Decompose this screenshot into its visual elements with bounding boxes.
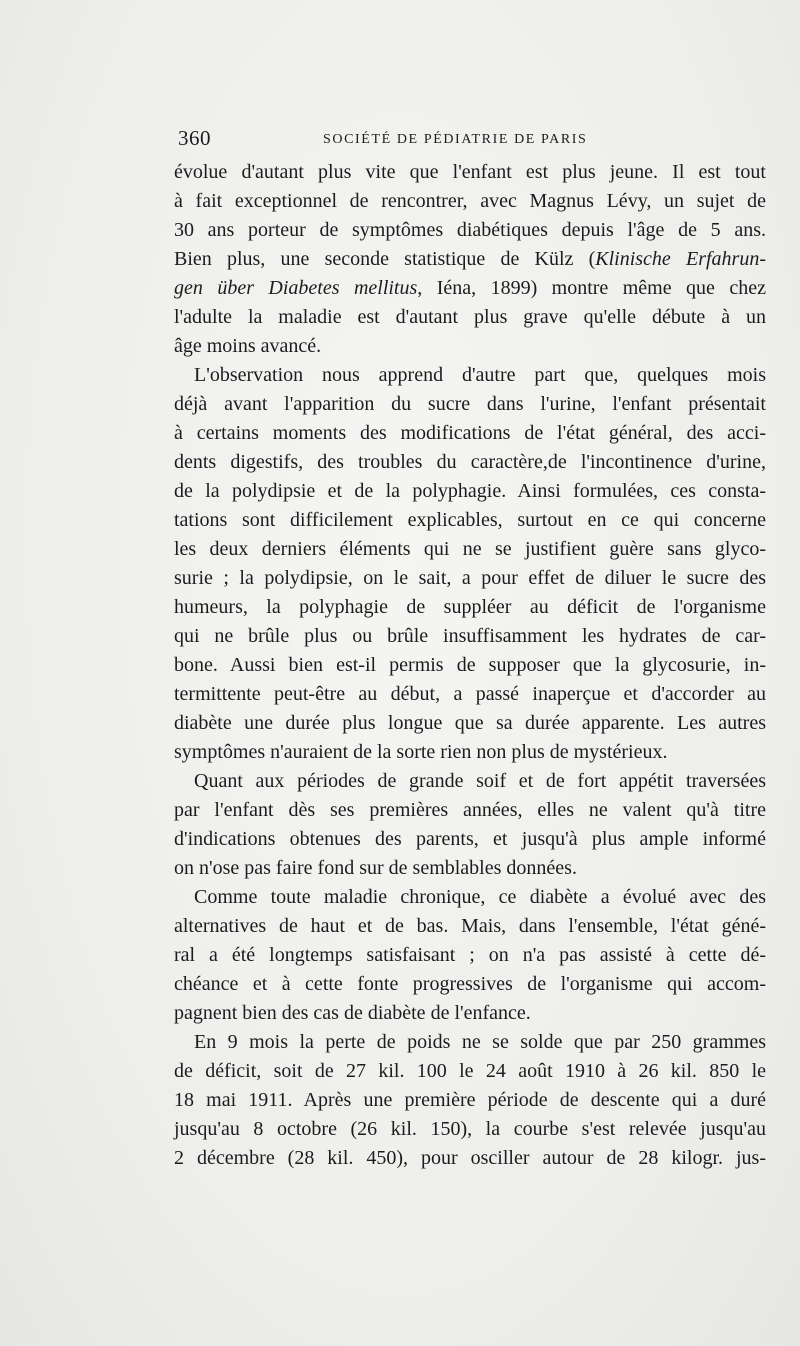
page-header [178, 126, 768, 150]
text-line [174, 245, 766, 274]
text-line: d'indications obtenues des parents, et jusqu'à plus ample informé [174, 828, 766, 850]
running-title: SOCIÉTÉ DE PÉDIATRIE DE PARIS [323, 132, 588, 147]
paragraph [174, 767, 766, 883]
text-line: on n'ose pas faire fond sur de semblables données. [174, 857, 577, 879]
text-line: surie ; la polydipsie, on le sait, a pour effet de diluer le sucre des [174, 567, 766, 589]
text-line: pagnent bien des cas de diabète de l'enfance. [174, 1002, 531, 1024]
text-line: jusqu'au 8 octobre (26 kil. 150), la courbe s'est relevée jusqu'au [174, 1118, 766, 1140]
text-line: déjà avant l'apparition du sucre dans l'urine, l'enfant présentait [174, 393, 766, 415]
text-line: termittente peut-être au début, a passé inaperçue et d'accorder au [174, 683, 766, 705]
text-line: dents digestifs, des troubles du caractère,de l'incontinence d'urine, [174, 451, 766, 473]
text-line: diabète une durée plus longue que sa durée apparente. Les autres [174, 712, 766, 734]
text-line: âge moins avancé. [174, 335, 322, 357]
text-line [174, 274, 766, 303]
text-run: Bien plus, une seconde statistique de Külz ( [174, 248, 596, 270]
text-line: à certains moments des modifications de l'état général, des acci- [174, 422, 766, 444]
italic-title: Klinische Erfahrun- [595, 248, 767, 270]
text-line: alternatives de haut et de bas. Mais, dans l'ensemble, l'état géné- [174, 915, 766, 937]
text-line: En 9 mois la perte de poids ne se solde que par 250 grammes [194, 1031, 766, 1053]
italic-title: gen über Diabetes mellitus [174, 277, 418, 299]
text-line: 18 mai 1911. Après une première période de descente qui a duré [174, 1089, 766, 1111]
text-line: 30 ans porteur de symptômes diabétiques depuis l'âge de 5 ans. [174, 219, 766, 241]
text-line: symptômes n'auraient de la sorte rien non plus de mystérieux. [174, 741, 668, 763]
text-line: l'adulte la maladie est d'autant plus grave qu'elle débute à un [174, 306, 766, 328]
text-line: par l'enfant dès ses premières années, elles ne valent qu'à titre [174, 799, 766, 821]
text-line: les deux derniers éléments qui ne se justifient guère sans glyco- [174, 538, 766, 560]
text-run: , Iéna, 1899) montre même que chez [417, 277, 766, 299]
paragraph [174, 158, 766, 361]
paragraph [174, 361, 766, 767]
text-line: Comme toute maladie chronique, ce diabète a évolué avec des [194, 886, 766, 908]
text-line: qui ne brûle plus ou brûle insuffisamment les hydrates de car- [174, 625, 766, 647]
text-line: L'observation nous apprend d'autre part que, quelques mois [194, 364, 766, 386]
paragraph [174, 1028, 766, 1173]
text-line: à fait exceptionnel de rencontrer, avec Magnus Lévy, un sujet de [174, 190, 766, 212]
text-line: de déficit, soit de 27 kil. 100 le 24 août 1910 à 26 kil. 850 le [174, 1060, 766, 1082]
text-line: évolue d'autant plus vite que l'enfant est plus jeune. Il est tout [174, 161, 766, 183]
page-number: 360 [178, 126, 211, 150]
text-line: bone. Aussi bien est-il permis de supposer que la glycosurie, in- [174, 654, 766, 676]
text-line: Quant aux périodes de grande soif et de fort appétit traversées [194, 770, 766, 792]
body-text [174, 158, 766, 1173]
text-line: ral a été longtemps satisfaisant ; on n'a pas assisté à cette dé- [174, 944, 766, 966]
text-line: tations sont difficilement explicables, surtout en ce qui concerne [174, 509, 766, 531]
paragraph [174, 883, 766, 1028]
text-line: humeurs, la polyphagie de suppléer au déficit de l'organisme [174, 596, 766, 618]
text-line: de la polydipsie et de la polyphagie. Ainsi formulées, ces consta- [174, 480, 766, 502]
text-line: chéance et à cette fonte progressives de l'organisme qui accom- [174, 973, 766, 995]
text-line: 2 décembre (28 kil. 450), pour osciller autour de 28 kilogr. jus- [174, 1147, 766, 1169]
